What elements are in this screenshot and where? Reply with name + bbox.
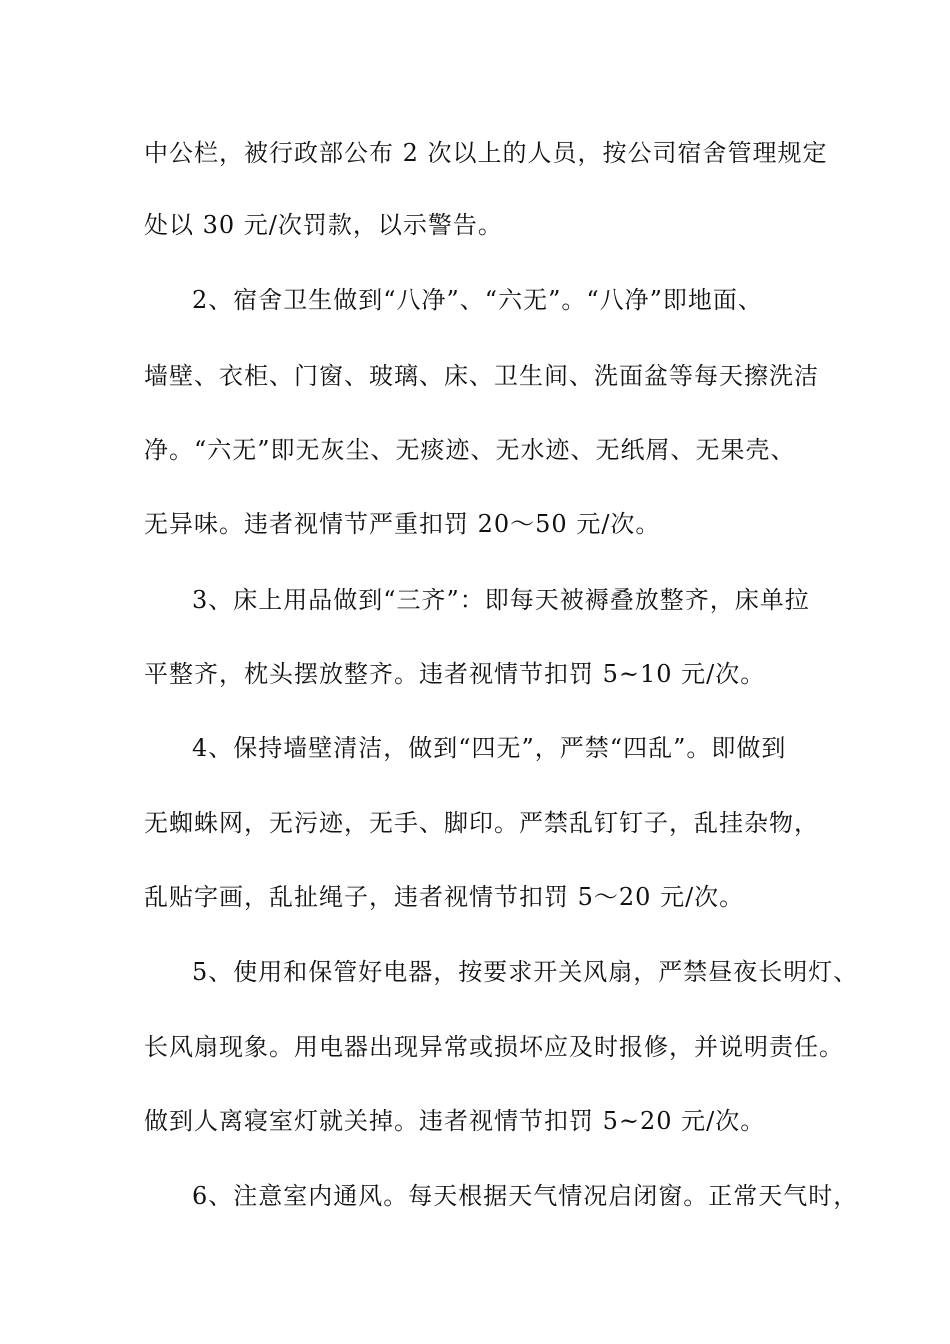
paragraph-2-start: 2、宿舍卫生做到“八净”、“六无”。“八净”即地面、 — [192, 286, 763, 314]
text-line-6: 无异味。违者视情节严重扣罚 20～50 元/次。 — [144, 510, 661, 538]
text-line-13: 长风扇现象。用电器出现异常或损坏应及时报修，并说明责任。 — [144, 1033, 844, 1061]
text-line-4: 墙壁、衣柜、门窗、玻璃、床、卫生间、洗面盆等每天擦洗洁 — [144, 362, 819, 390]
text-line-11: 乱贴字画，乱扯绳子，违者视情节扣罚 5～20 元/次。 — [144, 883, 745, 911]
text-line-14: 做到人离寝室灯就关掉。违者视情节扣罚 5~20 元/次。 — [144, 1107, 766, 1135]
paragraph-5-start: 5、使用和保管好电器，按要求开关风扇，严禁昼夜长明灯、 — [192, 958, 859, 986]
text-line-8: 平整齐，枕头摆放整齐。违者视情节扣罚 5~10 元/次。 — [144, 660, 766, 688]
paragraph-4-start: 4、保持墙壁清洁，做到“四无”，严禁“四乱”。即做到 — [192, 734, 787, 762]
paragraph-6-start: 6、注意室内通风。每天根据天气情况启闭窗。正常天气时， — [192, 1182, 859, 1210]
text-line-1: 中公栏，被行政部公布 2 次以上的人员，按公司宿舍管理规定 — [144, 139, 828, 167]
paragraph-3-start: 3、床上用品做到“三齐”：即每天被褥叠放整齐，床单拉 — [192, 586, 810, 614]
text-line-10: 无蜘蛛网，无污迹，无手、脚印。严禁乱钉钉子，乱挂杂物， — [144, 809, 819, 837]
text-line-2: 处以 30 元/次罚款，以示警告。 — [144, 211, 503, 239]
text-line-5: 净。“六无”即无灰尘、无痰迹、无水迹、无纸屑、无果壳、 — [144, 436, 796, 464]
